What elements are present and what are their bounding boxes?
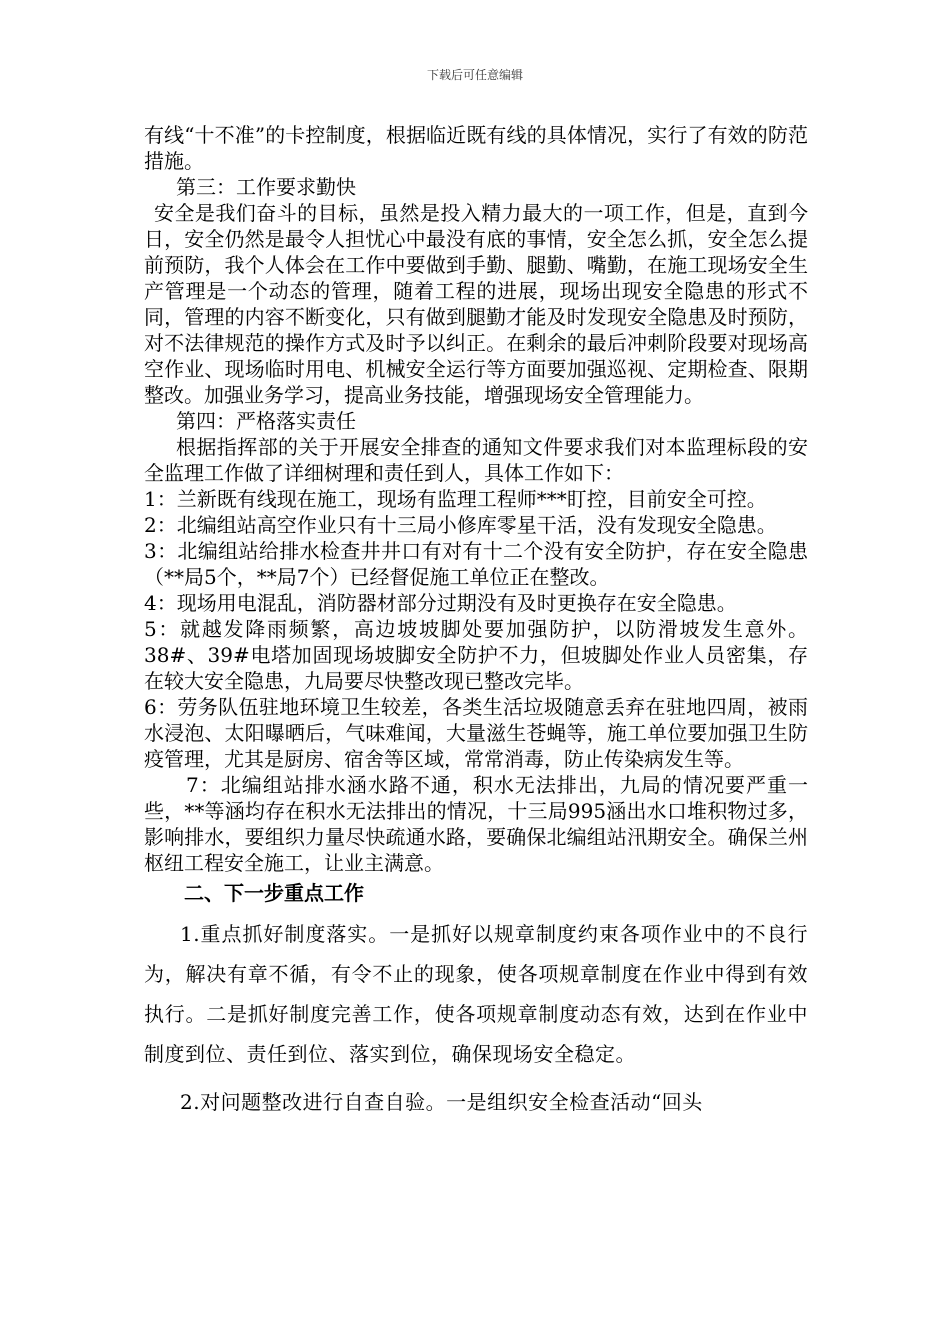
list-item: 4：现场用电混乱，消防器材部分过期没有及时更换存在安全隐患。 xyxy=(144,591,737,615)
list-item: 5：就越发降雨频繁，高边坡坡脚处要加强防护，以防滑坡发生意外。38#、39#电塔加固现场坡脚安全防护不力，但坡脚处作业人员密集，存在较大安全隐患，九局要尽快整改现已整改完毕。 xyxy=(144,617,808,693)
paragraph: 根据指挥部的关于开展安全排查的通知文件要求我们对本监理标段的安全监理工作做了详细树理和责任到人，具体工作如下： xyxy=(144,435,808,485)
list-item: 3：北编组站给排水检查井井口有对有十二个没有安全防护，存在安全隐患（**局5个，**局7个）已经督促施工单位正在整改。 xyxy=(144,539,808,589)
work-point: 1.重点抓好制度落实。一是抓好以规章制度约束各项作业中的不良行为，解决有章不循，有令不止的现象，使各项规章制度在作业中得到有效执行。二是抓好制度完善工作，使各项规章制度动态有效，达到在作业中制度到位、责任到位、落实到位，确保现场安全稳定。 xyxy=(144,922,808,1066)
list-item: 1：兰新既有线现在施工，现场有监理工程师***盯控，目前安全可控。 xyxy=(144,487,767,511)
document-body xyxy=(144,122,808,1122)
paragraph: 安全是我们奋斗的目标，虽然是投入精力最大的一项工作，但是，直到今日，安全仍然是最令人担忧心中最没有底的事情，安全怎么抓，安全怎么提前预防，我个人体会在工作中要做到手勤、腿勤、嘴勤，在施工现场安全生产管理是一个动态的管理，随着工程的进展，现场出现安全隐患的形式不同，管理的内容不断变化，只有做到腿勤才能及时发现安全隐患及时预防，对不法律规范的操作方式及时予以纠正。在剩余的最后冲刺阶段要对现场高空作业、现场临时用电、机械安全运行等方面要加强巡视、定期检查、限期整改。加强业务学习，提高业务技能，增强现场安全管理能力。 xyxy=(144,201,808,407)
section-heading: 二、下一步重点工作 xyxy=(184,881,364,905)
subheading-fourth: 第四：严格落实责任 xyxy=(176,409,356,433)
subheading-third: 第三：工作要求勤快 xyxy=(176,175,356,199)
list-item: 6：劳务队伍驻地环境卫生较差，各类生活垃圾随意丢弃在驻地四周，被雨水浸泡、太阳曝晒后，气味难闻，大量滋生苍蝇等，施工单位要加强卫生防疫管理，尤其是厨房、宿舍等区域，常常消毒，防止传染病发生等。 xyxy=(144,695,808,771)
list-item: 7：北编组站排水涵水路不通，积水无法排出，九局的情况要严重一些，**等涵均存在积水无法排出的情况，十三局995涵出水口堆积物过多，影响排水，要组织力量尽快疏通水路，要确保北编组站汛期安全。确保兰州枢纽工程安全施工，让业主满意。 xyxy=(144,773,808,875)
list-item: 2：北编组站高空作业只有十三局小修库零星干活，没有发现安全隐患。 xyxy=(144,513,777,537)
paragraph: 有线“十不准”的卡控制度，根据临近既有线的具体情况，实行了有效的防范措施。 xyxy=(144,123,808,173)
page-header: 下载后可任意编辑 xyxy=(426,68,523,82)
work-point: 2.对问题整改进行自查自验。一是组织安全检查活动“回头 xyxy=(180,1090,703,1114)
